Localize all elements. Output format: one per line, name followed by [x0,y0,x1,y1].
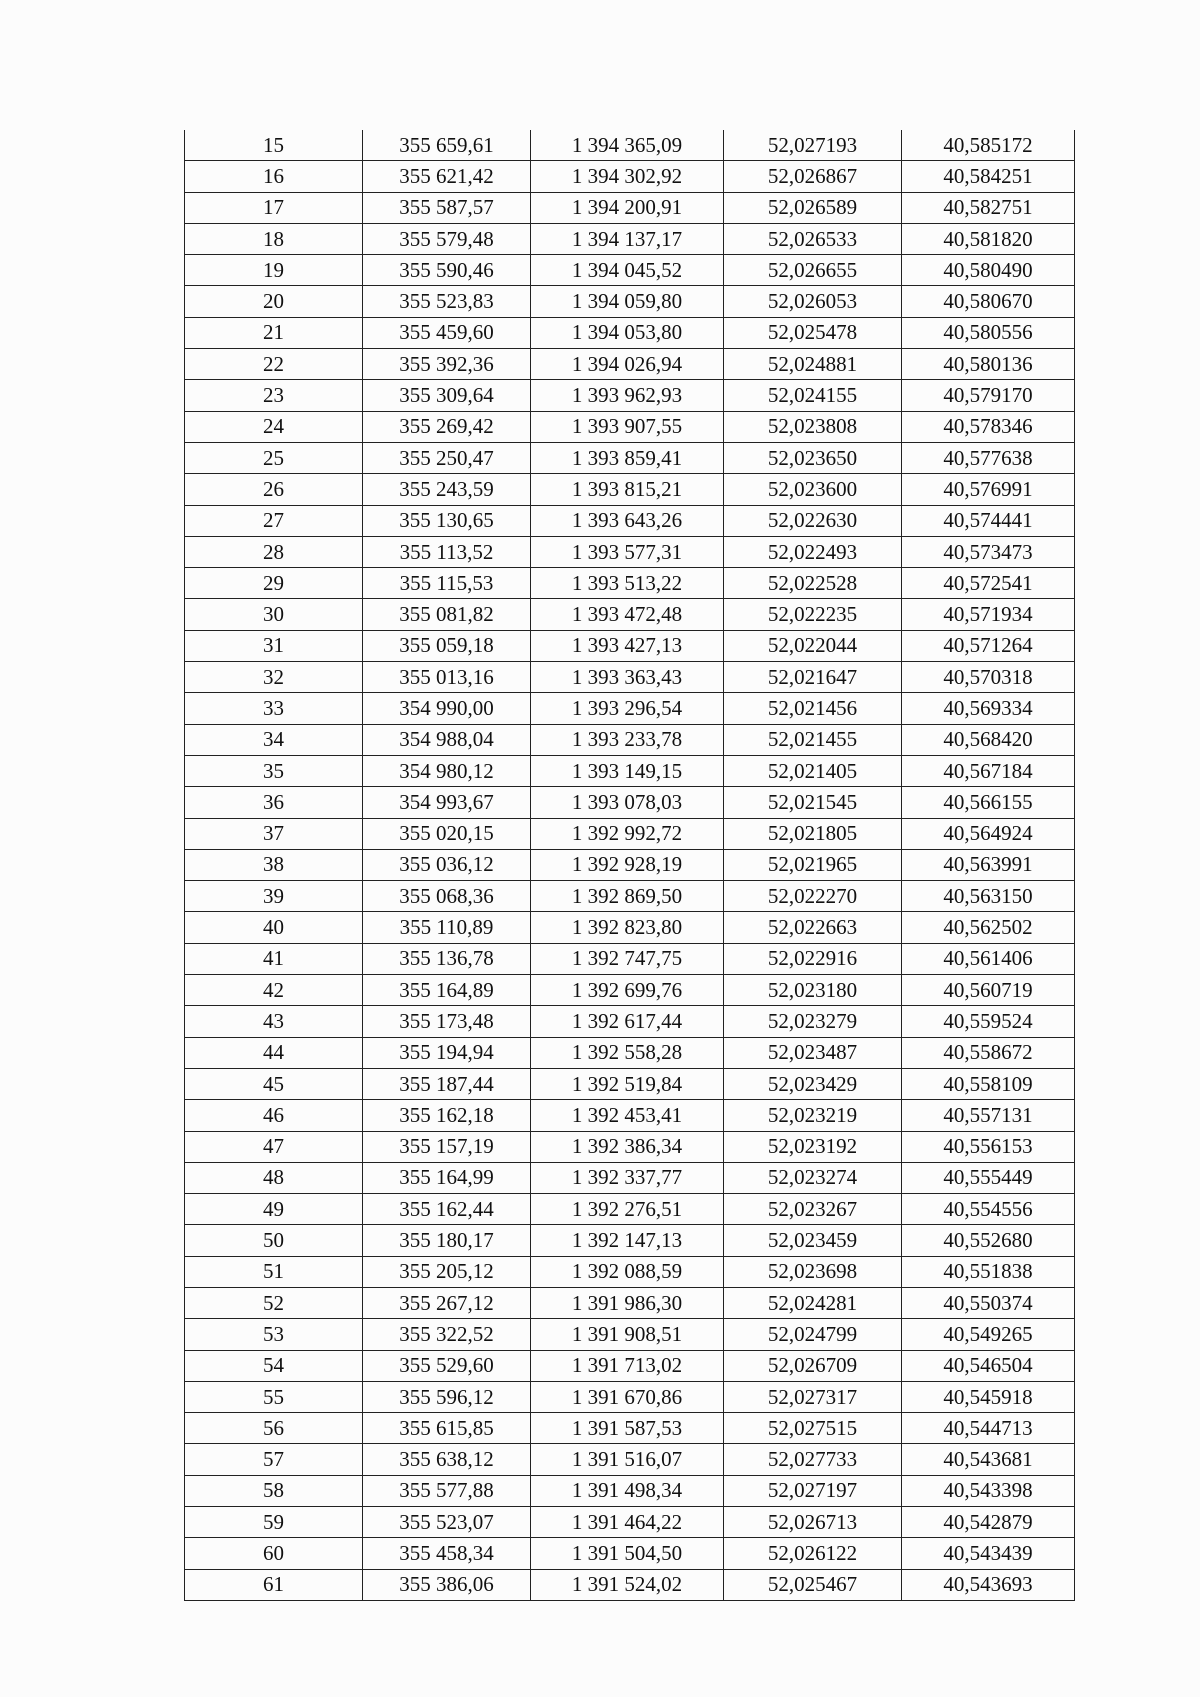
point-number-cell: 42 [185,975,363,1006]
y-coordinate-cell: 1 394 053,80 [531,317,724,348]
y-coordinate-cell: 1 392 617,44 [531,1006,724,1037]
table-row [185,1068,1075,1099]
y-coordinate-cell: 1 393 427,13 [531,630,724,661]
x-coordinate-cell: 355 459,60 [363,317,531,348]
latitude-cell: 52,023274 [724,1162,902,1193]
longitude-cell: 40,550374 [902,1287,1075,1318]
x-coordinate-cell: 355 587,57 [363,192,531,223]
point-number-cell: 15 [185,130,363,161]
longitude-cell: 40,568420 [902,724,1075,755]
latitude-cell: 52,024881 [724,349,902,380]
latitude-cell: 52,021965 [724,849,902,880]
x-coordinate-cell: 355 205,12 [363,1256,531,1287]
x-coordinate-cell: 355 267,12 [363,1287,531,1318]
table-row [185,1037,1075,1068]
longitude-cell: 40,573473 [902,536,1075,567]
y-coordinate-cell: 1 391 908,51 [531,1319,724,1350]
y-coordinate-cell: 1 391 498,34 [531,1475,724,1506]
x-coordinate-cell: 355 113,52 [363,536,531,567]
table-row [185,1256,1075,1287]
point-number-cell: 58 [185,1475,363,1506]
point-number-cell: 32 [185,662,363,693]
latitude-cell: 52,026533 [724,223,902,254]
table-row [185,474,1075,505]
latitude-cell: 52,023600 [724,474,902,505]
point-number-cell: 34 [185,724,363,755]
table-row [185,599,1075,630]
table-row [185,943,1075,974]
y-coordinate-cell: 1 393 815,21 [531,474,724,505]
latitude-cell: 52,027733 [724,1444,902,1475]
latitude-cell: 52,023219 [724,1100,902,1131]
longitude-cell: 40,554556 [902,1194,1075,1225]
table-row [185,1444,1075,1475]
table-row [185,411,1075,442]
latitude-cell: 52,026589 [724,192,902,223]
point-number-cell: 41 [185,943,363,974]
x-coordinate-cell: 355 194,94 [363,1037,531,1068]
table-row [185,442,1075,473]
table-row [185,1006,1075,1037]
x-coordinate-cell: 355 068,36 [363,881,531,912]
y-coordinate-cell: 1 394 026,94 [531,349,724,380]
y-coordinate-cell: 1 394 302,92 [531,161,724,192]
latitude-cell: 52,022916 [724,943,902,974]
latitude-cell: 52,022235 [724,599,902,630]
point-number-cell: 30 [185,599,363,630]
x-coordinate-cell: 355 458,34 [363,1538,531,1569]
x-coordinate-cell: 355 638,12 [363,1444,531,1475]
table-row [185,536,1075,567]
latitude-cell: 52,022493 [724,536,902,567]
coordinates-table [184,130,1075,1601]
latitude-cell: 52,023180 [724,975,902,1006]
y-coordinate-cell: 1 394 137,17 [531,223,724,254]
y-coordinate-cell: 1 392 337,77 [531,1162,724,1193]
point-number-cell: 46 [185,1100,363,1131]
x-coordinate-cell: 355 577,88 [363,1475,531,1506]
x-coordinate-cell: 355 590,46 [363,255,531,286]
point-number-cell: 53 [185,1319,363,1350]
point-number-cell: 49 [185,1194,363,1225]
table-row [185,1350,1075,1381]
latitude-cell: 52,027515 [724,1413,902,1444]
longitude-cell: 40,551838 [902,1256,1075,1287]
y-coordinate-cell: 1 393 363,43 [531,662,724,693]
y-coordinate-cell: 1 393 962,93 [531,380,724,411]
point-number-cell: 33 [185,693,363,724]
longitude-cell: 40,569334 [902,693,1075,724]
y-coordinate-cell: 1 393 643,26 [531,505,724,536]
y-coordinate-cell: 1 392 147,13 [531,1225,724,1256]
x-coordinate-cell: 354 993,67 [363,787,531,818]
table-row [185,975,1075,1006]
point-number-cell: 20 [185,286,363,317]
y-coordinate-cell: 1 392 386,34 [531,1131,724,1162]
point-number-cell: 54 [185,1350,363,1381]
table-row [185,787,1075,818]
table-row [185,223,1075,254]
latitude-cell: 52,027317 [724,1381,902,1412]
point-number-cell: 50 [185,1225,363,1256]
longitude-cell: 40,563991 [902,849,1075,880]
y-coordinate-cell: 1 393 078,03 [531,787,724,818]
longitude-cell: 40,556153 [902,1131,1075,1162]
y-coordinate-cell: 1 392 519,84 [531,1068,724,1099]
x-coordinate-cell: 355 309,64 [363,380,531,411]
point-number-cell: 60 [185,1538,363,1569]
table-row [185,724,1075,755]
y-coordinate-cell: 1 393 472,48 [531,599,724,630]
latitude-cell: 52,021455 [724,724,902,755]
y-coordinate-cell: 1 394 045,52 [531,255,724,286]
table-row [185,755,1075,786]
y-coordinate-cell: 1 394 200,91 [531,192,724,223]
latitude-cell: 52,021405 [724,755,902,786]
table-row [185,849,1075,880]
table-row [185,505,1075,536]
longitude-cell: 40,545918 [902,1381,1075,1412]
y-coordinate-cell: 1 391 464,22 [531,1507,724,1538]
table-row [185,1319,1075,1350]
latitude-cell: 52,022663 [724,912,902,943]
y-coordinate-cell: 1 392 276,51 [531,1194,724,1225]
longitude-cell: 40,562502 [902,912,1075,943]
table-row [185,1569,1075,1600]
longitude-cell: 40,564924 [902,818,1075,849]
table-row [185,286,1075,317]
longitude-cell: 40,558109 [902,1068,1075,1099]
x-coordinate-cell: 355 579,48 [363,223,531,254]
y-coordinate-cell: 1 391 986,30 [531,1287,724,1318]
y-coordinate-cell: 1 392 928,19 [531,849,724,880]
longitude-cell: 40,567184 [902,755,1075,786]
longitude-cell: 40,571934 [902,599,1075,630]
latitude-cell: 52,025467 [724,1569,902,1600]
point-number-cell: 51 [185,1256,363,1287]
table-row [185,1538,1075,1569]
point-number-cell: 61 [185,1569,363,1600]
point-number-cell: 55 [185,1381,363,1412]
longitude-cell: 40,559524 [902,1006,1075,1037]
longitude-cell: 40,561406 [902,943,1075,974]
table-row [185,818,1075,849]
table-row [185,317,1075,348]
latitude-cell: 52,023459 [724,1225,902,1256]
longitude-cell: 40,552680 [902,1225,1075,1256]
longitude-cell: 40,577638 [902,442,1075,473]
latitude-cell: 52,027197 [724,1475,902,1506]
table-row [185,1475,1075,1506]
longitude-cell: 40,557131 [902,1100,1075,1131]
longitude-cell: 40,580490 [902,255,1075,286]
longitude-cell: 40,582751 [902,192,1075,223]
latitude-cell: 52,023808 [724,411,902,442]
x-coordinate-cell: 355 110,89 [363,912,531,943]
point-number-cell: 47 [185,1131,363,1162]
latitude-cell: 52,022528 [724,568,902,599]
y-coordinate-cell: 1 391 524,02 [531,1569,724,1600]
latitude-cell: 52,026867 [724,161,902,192]
point-number-cell: 27 [185,505,363,536]
x-coordinate-cell: 355 162,44 [363,1194,531,1225]
x-coordinate-cell: 355 013,16 [363,662,531,693]
latitude-cell: 52,026122 [724,1538,902,1569]
point-number-cell: 45 [185,1068,363,1099]
y-coordinate-cell: 1 391 713,02 [531,1350,724,1381]
point-number-cell: 22 [185,349,363,380]
latitude-cell: 52,025478 [724,317,902,348]
y-coordinate-cell: 1 393 233,78 [531,724,724,755]
x-coordinate-cell: 355 164,89 [363,975,531,1006]
latitude-cell: 52,022044 [724,630,902,661]
point-number-cell: 26 [185,474,363,505]
table-row [185,1100,1075,1131]
table-row [185,912,1075,943]
point-number-cell: 52 [185,1287,363,1318]
latitude-cell: 52,024155 [724,380,902,411]
longitude-cell: 40,571264 [902,630,1075,661]
longitude-cell: 40,544713 [902,1413,1075,1444]
table-row [185,1287,1075,1318]
x-coordinate-cell: 355 615,85 [363,1413,531,1444]
longitude-cell: 40,576991 [902,474,1075,505]
table-row [185,881,1075,912]
point-number-cell: 40 [185,912,363,943]
x-coordinate-cell: 355 621,42 [363,161,531,192]
table-row [185,568,1075,599]
point-number-cell: 57 [185,1444,363,1475]
point-number-cell: 35 [185,755,363,786]
point-number-cell: 37 [185,818,363,849]
y-coordinate-cell: 1 392 453,41 [531,1100,724,1131]
point-number-cell: 39 [185,881,363,912]
latitude-cell: 52,027193 [724,130,902,161]
point-number-cell: 16 [185,161,363,192]
y-coordinate-cell: 1 393 296,54 [531,693,724,724]
latitude-cell: 52,021647 [724,662,902,693]
longitude-cell: 40,579170 [902,380,1075,411]
x-coordinate-cell: 355 081,82 [363,599,531,630]
y-coordinate-cell: 1 392 869,50 [531,881,724,912]
point-number-cell: 48 [185,1162,363,1193]
y-coordinate-cell: 1 393 907,55 [531,411,724,442]
latitude-cell: 52,021456 [724,693,902,724]
longitude-cell: 40,580670 [902,286,1075,317]
point-number-cell: 25 [185,442,363,473]
point-number-cell: 17 [185,192,363,223]
table-row [185,1381,1075,1412]
latitude-cell: 52,026655 [724,255,902,286]
table-row [185,1225,1075,1256]
latitude-cell: 52,024799 [724,1319,902,1350]
latitude-cell: 52,023429 [724,1068,902,1099]
longitude-cell: 40,572541 [902,568,1075,599]
latitude-cell: 52,022270 [724,881,902,912]
y-coordinate-cell: 1 393 513,22 [531,568,724,599]
x-coordinate-cell: 355 523,83 [363,286,531,317]
table-row [185,630,1075,661]
y-coordinate-cell: 1 392 823,80 [531,912,724,943]
x-coordinate-cell: 355 322,52 [363,1319,531,1350]
longitude-cell: 40,585172 [902,130,1075,161]
latitude-cell: 52,023267 [724,1194,902,1225]
latitude-cell: 52,021545 [724,787,902,818]
table-row [185,130,1075,161]
x-coordinate-cell: 355 250,47 [363,442,531,473]
table-row [185,349,1075,380]
point-number-cell: 23 [185,380,363,411]
y-coordinate-cell: 1 391 587,53 [531,1413,724,1444]
longitude-cell: 40,542879 [902,1507,1075,1538]
table-row [185,255,1075,286]
longitude-cell: 40,574441 [902,505,1075,536]
latitude-cell: 52,023279 [724,1006,902,1037]
longitude-cell: 40,560719 [902,975,1075,1006]
point-number-cell: 21 [185,317,363,348]
table-row [185,1507,1075,1538]
latitude-cell: 52,023650 [724,442,902,473]
x-coordinate-cell: 355 392,36 [363,349,531,380]
y-coordinate-cell: 1 393 577,31 [531,536,724,567]
latitude-cell: 52,023192 [724,1131,902,1162]
table-row [185,1162,1075,1193]
x-coordinate-cell: 355 020,15 [363,818,531,849]
x-coordinate-cell: 355 269,42 [363,411,531,442]
x-coordinate-cell: 355 164,99 [363,1162,531,1193]
longitude-cell: 40,543681 [902,1444,1075,1475]
longitude-cell: 40,584251 [902,161,1075,192]
x-coordinate-cell: 355 157,19 [363,1131,531,1162]
y-coordinate-cell: 1 394 365,09 [531,130,724,161]
y-coordinate-cell: 1 392 747,75 [531,943,724,974]
point-number-cell: 59 [185,1507,363,1538]
point-number-cell: 36 [185,787,363,818]
y-coordinate-cell: 1 391 670,86 [531,1381,724,1412]
x-coordinate-cell: 355 136,78 [363,943,531,974]
longitude-cell: 40,580556 [902,317,1075,348]
latitude-cell: 52,026709 [724,1350,902,1381]
x-coordinate-cell: 355 386,06 [363,1569,531,1600]
x-coordinate-cell: 354 980,12 [363,755,531,786]
y-coordinate-cell: 1 392 699,76 [531,975,724,1006]
point-number-cell: 18 [185,223,363,254]
point-number-cell: 43 [185,1006,363,1037]
point-number-cell: 31 [185,630,363,661]
y-coordinate-cell: 1 392 088,59 [531,1256,724,1287]
point-number-cell: 38 [185,849,363,880]
latitude-cell: 52,023698 [724,1256,902,1287]
coordinates-table-body [185,130,1075,1600]
longitude-cell: 40,570318 [902,662,1075,693]
longitude-cell: 40,546504 [902,1350,1075,1381]
table-row [185,161,1075,192]
longitude-cell: 40,563150 [902,881,1075,912]
x-coordinate-cell: 355 036,12 [363,849,531,880]
table-row [185,693,1075,724]
table-row [185,1131,1075,1162]
longitude-cell: 40,543693 [902,1569,1075,1600]
x-coordinate-cell: 355 180,17 [363,1225,531,1256]
x-coordinate-cell: 355 243,59 [363,474,531,505]
table-row [185,1413,1075,1444]
x-coordinate-cell: 355 529,60 [363,1350,531,1381]
table-row [185,662,1075,693]
x-coordinate-cell: 355 596,12 [363,1381,531,1412]
point-number-cell: 29 [185,568,363,599]
longitude-cell: 40,578346 [902,411,1075,442]
point-number-cell: 28 [185,536,363,567]
latitude-cell: 52,023487 [724,1037,902,1068]
latitude-cell: 52,024281 [724,1287,902,1318]
point-number-cell: 24 [185,411,363,442]
longitude-cell: 40,543439 [902,1538,1075,1569]
x-coordinate-cell: 355 115,53 [363,568,531,599]
y-coordinate-cell: 1 393 149,15 [531,755,724,786]
x-coordinate-cell: 354 988,04 [363,724,531,755]
x-coordinate-cell: 354 990,00 [363,693,531,724]
x-coordinate-cell: 355 187,44 [363,1068,531,1099]
longitude-cell: 40,555449 [902,1162,1075,1193]
x-coordinate-cell: 355 130,65 [363,505,531,536]
point-number-cell: 44 [185,1037,363,1068]
x-coordinate-cell: 355 173,48 [363,1006,531,1037]
latitude-cell: 52,022630 [724,505,902,536]
table-row [185,1194,1075,1225]
longitude-cell: 40,580136 [902,349,1075,380]
y-coordinate-cell: 1 391 504,50 [531,1538,724,1569]
longitude-cell: 40,581820 [902,223,1075,254]
table-row [185,380,1075,411]
longitude-cell: 40,566155 [902,787,1075,818]
table-row [185,192,1075,223]
y-coordinate-cell: 1 394 059,80 [531,286,724,317]
x-coordinate-cell: 355 059,18 [363,630,531,661]
y-coordinate-cell: 1 392 992,72 [531,818,724,849]
latitude-cell: 52,026713 [724,1507,902,1538]
y-coordinate-cell: 1 391 516,07 [531,1444,724,1475]
point-number-cell: 56 [185,1413,363,1444]
latitude-cell: 52,021805 [724,818,902,849]
longitude-cell: 40,558672 [902,1037,1075,1068]
y-coordinate-cell: 1 392 558,28 [531,1037,724,1068]
point-number-cell: 19 [185,255,363,286]
x-coordinate-cell: 355 162,18 [363,1100,531,1131]
y-coordinate-cell: 1 393 859,41 [531,442,724,473]
longitude-cell: 40,543398 [902,1475,1075,1506]
longitude-cell: 40,549265 [902,1319,1075,1350]
x-coordinate-cell: 355 659,61 [363,130,531,161]
latitude-cell: 52,026053 [724,286,902,317]
x-coordinate-cell: 355 523,07 [363,1507,531,1538]
